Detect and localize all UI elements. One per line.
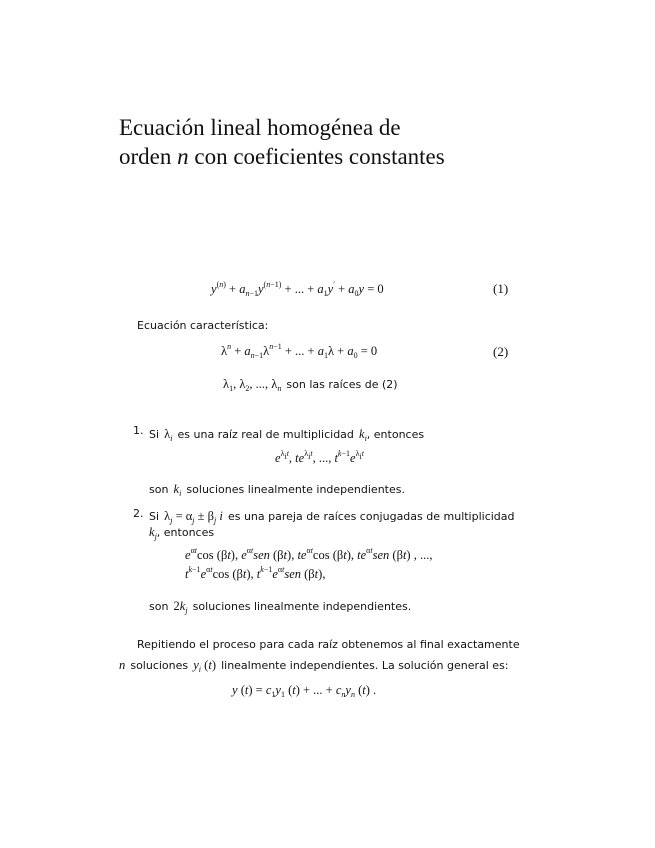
page-title <box>119 113 539 171</box>
closing-line-2: n soluciones $y_i$ (t) linealmente independientes. La solución general es: <box>119 658 509 674</box>
equation-1: $y^{(n)} + a_{n-1}y^{(n-1)}$ + ... + $a_1y' + a_0y = 0$ <box>211 280 384 298</box>
title-line-2: orden n con coeficientes constantes <box>119 144 445 169</box>
item-1-number: 1. <box>133 424 144 437</box>
roots-line: $\lambda_1$, $\lambda_2$, ..., $\lambda_n$ son las raíces de (2) <box>223 377 398 393</box>
item-1-solutions: $e^{\lambda_it}$, $te^{\lambda_it}$, ..., $t^{k-1}e^{\lambda_it}$ <box>275 449 364 465</box>
item-2-solutions-line-1: $e^{\alpha t}\cos$ (βt), $e^{\alpha t}sen$ (βt), $te^{\alpha t}\cos$ (βt), $te^{\alpha t}sen$ (βt) , ..., <box>185 546 433 562</box>
item-2-solutions-line-2: $t^{k-1}e^{\alpha t}\cos$ (βt), $t^{k-1}e^{\alpha t}sen$ (βt), <box>185 565 326 581</box>
item-1-text: Si $\lambda_i$ es una raíz real de multiplicidad $k_i$, entonces <box>149 427 425 443</box>
item-2-footer: son $2k_j$ soluciones linealmente independientes. <box>149 599 412 615</box>
equation-2: $\lambda^n + a_{n-1}\lambda^{n-1}$ + ... + $a_1\lambda + a_0 = 0$ <box>221 342 378 360</box>
item-1-footer: son $k_i$ soluciones linealmente independientes. <box>149 482 405 498</box>
closing-line-1: Repitiendo el proceso para cada raíz obtenemos al final exactamente <box>137 638 520 651</box>
item-2-text: Si $\lambda_j = \alpha_j \pm \beta_j$ i es una pareja de raíces conjugadas de multiplicidad <box>149 509 515 525</box>
equation-2-label: (2) <box>493 344 509 359</box>
item-2-number: 2. <box>133 507 144 520</box>
title-line-1: Ecuación lineal homogénea de <box>119 115 401 140</box>
general-solution: y $(t) = c_1y_1$ (t) + ... + $c_ny_n$ (t) . <box>232 683 377 699</box>
characteristic-heading: Ecuación característica: <box>137 319 269 332</box>
item-2-text-line-2: $k_j$, entonces <box>149 525 215 541</box>
equation-1-label: (1) <box>493 281 509 296</box>
